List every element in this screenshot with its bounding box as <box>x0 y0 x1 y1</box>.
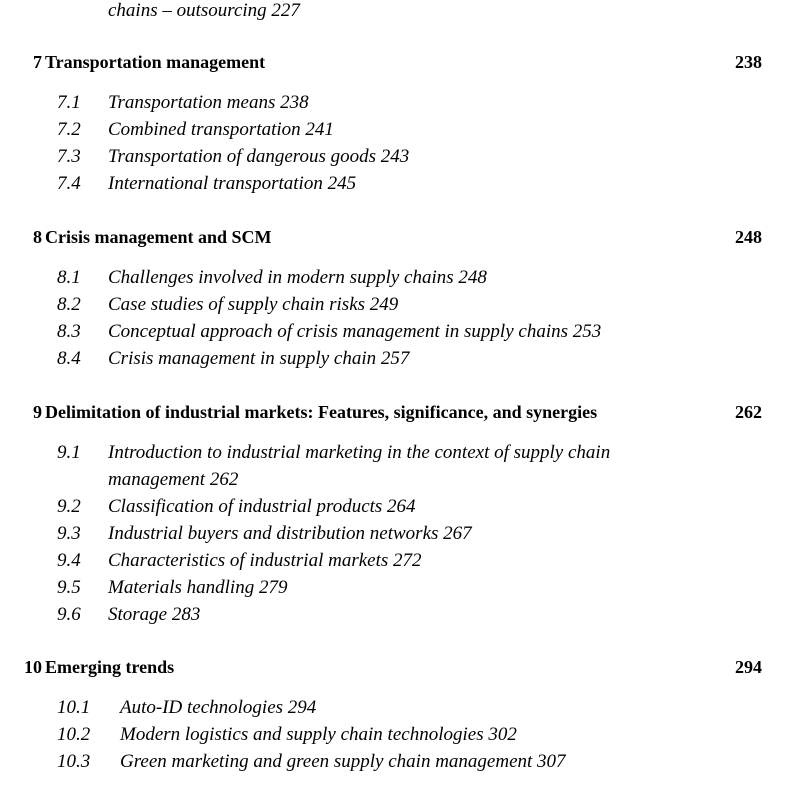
section-entry[interactable] <box>0 694 800 721</box>
chapter-heading[interactable] <box>0 49 800 75</box>
section-entry[interactable] <box>0 493 800 520</box>
section-title: Crisis management in supply chain 257 <box>108 348 410 369</box>
chapter-number: 8 <box>33 227 42 247</box>
section-number: 8.4 <box>57 348 81 369</box>
section-entry[interactable] <box>0 264 800 291</box>
section-title: Transportation of dangerous goods 243 <box>108 146 410 167</box>
chapter-heading[interactable] <box>0 224 800 250</box>
chapter-title: Crisis management and SCM <box>45 227 272 247</box>
section-title: Industrial buyers and distribution networks 267 <box>108 523 472 544</box>
section-entry[interactable] <box>0 547 800 574</box>
section-entry[interactable] <box>0 291 800 318</box>
section-number: 7.1 <box>57 92 81 113</box>
section-title: International transportation 245 <box>108 173 357 194</box>
section-number: 9.5 <box>57 577 81 598</box>
section-title: Green marketing and green supply chain management 307 <box>120 751 566 772</box>
section-entry[interactable] <box>0 520 800 547</box>
section-number: 10.3 <box>57 751 91 772</box>
section-number: 8.3 <box>57 321 81 342</box>
chapter-title: Emerging trends <box>45 657 175 677</box>
section-title: Auto-ID technologies 294 <box>120 697 317 718</box>
section-entry[interactable] <box>0 345 800 372</box>
section-entry[interactable] <box>0 439 800 493</box>
chapter-title: Transportation management <box>45 52 266 72</box>
chapter-page-number: 238 <box>735 52 762 72</box>
chapter-heading[interactable] <box>0 654 800 680</box>
section-title: Transportation means 238 <box>108 92 309 113</box>
section-number: 10.2 <box>57 724 91 745</box>
section-number: 10.1 <box>57 697 91 718</box>
section-number: 7.2 <box>57 119 81 140</box>
section-title: Conceptual approach of crisis management in supply chains 253 <box>108 321 602 342</box>
section-entry[interactable] <box>0 721 800 748</box>
section-entry[interactable] <box>0 748 800 775</box>
section-number: 9.6 <box>57 604 81 625</box>
section-title: Introduction to industrial marketing in the context of supply chain management 262 <box>108 442 611 490</box>
section-title: Storage 283 <box>108 604 201 625</box>
chapter-page-number: 294 <box>735 657 762 677</box>
section-entry[interactable] <box>0 318 800 345</box>
section-number: 7.3 <box>57 146 81 167</box>
section-title: Classification of industrial products 264 <box>108 496 416 517</box>
section-number: 7.4 <box>57 173 81 194</box>
section-number: 9.4 <box>57 550 81 571</box>
section-entry[interactable] <box>0 143 800 170</box>
continued-section-fragment: chains – outsourcing 227 <box>108 0 300 21</box>
section-title: Case studies of supply chain risks 249 <box>108 294 399 315</box>
section-title: Challenges involved in modern supply chains 248 <box>108 267 487 288</box>
section-title: Materials handling 279 <box>108 577 288 598</box>
section-entry[interactable] <box>0 601 800 628</box>
chapter-title: Delimitation of industrial markets: Features, significance, and synergies <box>45 402 598 422</box>
section-title: Modern logistics and supply chain technologies 302 <box>120 724 517 745</box>
chapter-page-number: 262 <box>735 402 762 422</box>
section-entry[interactable] <box>0 89 800 116</box>
chapter-number: 9 <box>33 402 42 422</box>
chapter-number: 7 <box>33 52 42 72</box>
section-number: 9.3 <box>57 523 81 544</box>
section-number: 9.1 <box>57 442 81 463</box>
section-title: Combined transportation 241 <box>108 119 334 140</box>
chapter-page-number: 248 <box>735 227 762 247</box>
section-entry[interactable] <box>0 170 800 197</box>
section-number: 8.2 <box>57 294 81 315</box>
chapter-number: 10 <box>24 657 42 677</box>
section-entry[interactable] <box>0 574 800 601</box>
section-number: 9.2 <box>57 496 81 517</box>
section-title: Characteristics of industrial markets 272 <box>108 550 422 571</box>
chapter-heading[interactable] <box>0 399 800 425</box>
section-number: 8.1 <box>57 267 81 288</box>
section-entry[interactable] <box>0 116 800 143</box>
